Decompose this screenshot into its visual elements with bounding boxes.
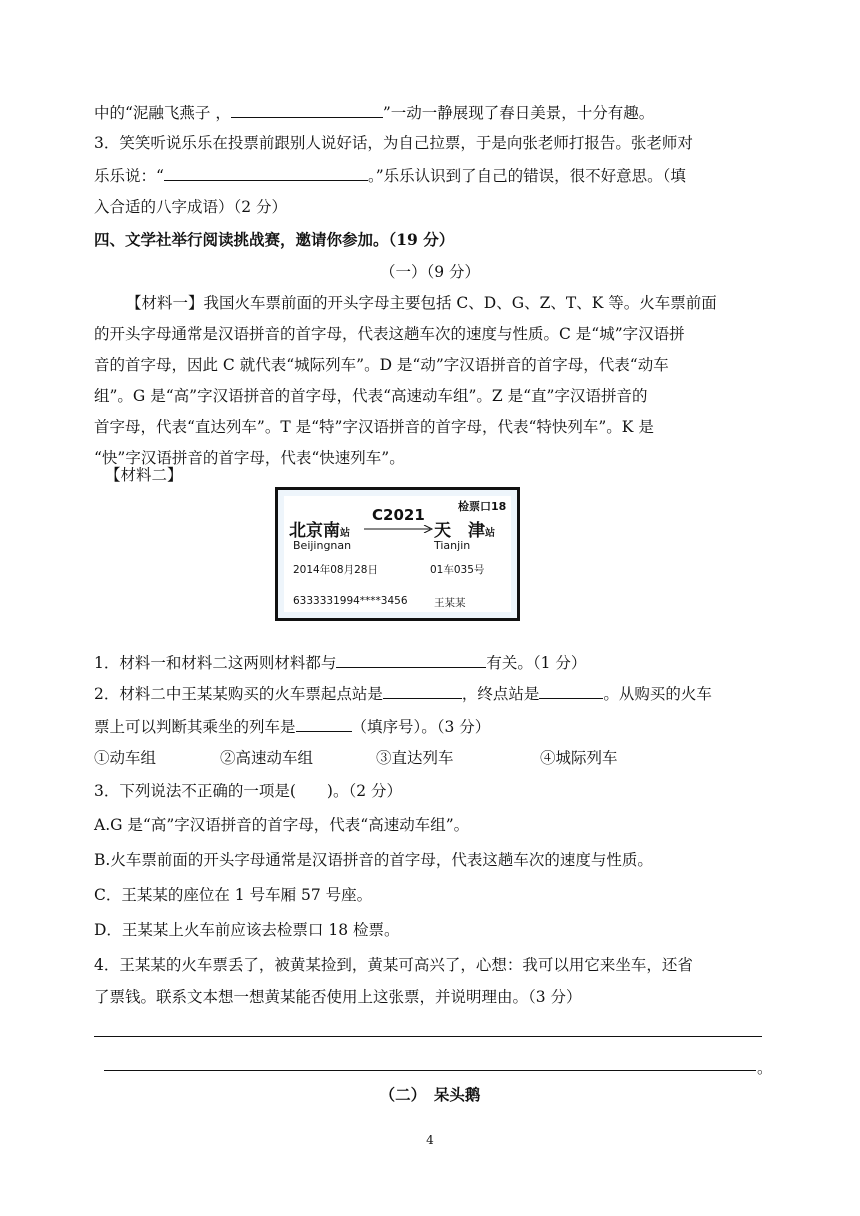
ticket-station-suffix: 站 [485,528,495,539]
q2-option: ③直达列车 [376,749,454,767]
q2-option: ④城际列车 [540,749,618,767]
ticket-gate: 检票口18 [458,500,507,513]
ticket-seat: 01车035号 [430,564,485,576]
q3-choice-c: C．王某某的座位在 1 号车厢 57 号座。 [94,886,373,904]
material1-line: 【材料一】我国火车票前面的开头字母主要包括 C、D、G、Z、T、K 等。火车票前面 [126,294,717,312]
question-1 [94,651,586,674]
answer-end-mark: 。 [757,1059,773,1077]
q1-prefix: 1．材料一和材料二这两则材料都与 [94,654,337,672]
q3b-line2-suffix: 。”乐乐认识到了自己的错误，很不好意思。（填 [367,167,686,185]
question-4-line1: 4．王某某的火车票丢了，被黄某捡到，黄某可高兴了，心想：我可以用它来坐车，还省 [94,956,693,974]
q2-prefix: 2．材料二中王某某购买的火车票起点站是 [94,685,383,703]
ticket-from-pinyin: Beijingnan [293,539,352,552]
q3-choice-a: A.G 是“高”字汉语拼音的首字母，代表“高速动车组”。 [94,816,470,834]
ticket-passenger-name: 王某某 [434,597,466,609]
ticket-date: 2014年08月28日 [293,564,378,576]
ticket-face [284,496,511,612]
material1-line: 首字母，代表“直达列车”。T 是“特”字汉语拼音的首字母，代表“特快列车”。K 是 [94,418,654,436]
q2-line2-suffix: （填序号）。（3 分） [351,718,491,736]
q2-line2-prefix: 票上可以判断其乘坐的列车是 [94,718,296,736]
q2-suffix: 。从购买的火车 [603,685,712,703]
material1-line: “快”字汉语拼音的首字母，代表“快速列车”。 [94,449,405,467]
part2-title: （二） 呆头鹅 [379,1085,481,1104]
q2-type-blank[interactable] [296,715,352,732]
page-number: 4 [426,1133,434,1147]
q3-line1-suffix: ”一动一静展现了春日美景，十分有趣。 [382,104,655,122]
q2-middle: ，终点站是 [461,685,540,703]
q3-line1 [94,101,654,124]
answer-blank[interactable] [231,101,383,118]
ticket-to-pinyin: Tianjin [434,539,471,552]
q2-option: ①动车组 [94,749,157,767]
material1-line: 组”。G 是“高”字汉语拼音的首字母，代表“高速动车组”。Z 是“直”字汉语拼音的 [94,387,648,405]
q3-line1-prefix: 中的“泥融飞燕子 ， [94,104,231,122]
ticket-arrow-icon [364,525,436,533]
section4-title: 四、文学社举行阅读挑战赛，邀请你参加。（19 分） [94,230,455,249]
material1-line: 音的首字母，因此 C 就代表“城际列车”。D 是“动”字汉语拼音的首字母，代表“动车 [94,356,669,374]
q3b-line2 [94,164,686,187]
answer-line[interactable] [94,1036,762,1037]
part1-title: （一）（9 分） [379,263,481,281]
q2-start-blank[interactable] [383,682,462,699]
q1-suffix: 有关。（1 分） [486,654,587,672]
q3b-line2-prefix: 乐乐说：“ [94,167,164,185]
ticket-to-station [434,516,495,541]
ticket-from-station [289,516,350,541]
answer-line[interactable] [104,1070,756,1071]
q3b-line3: 入合适的八字成语）（2 分） [94,198,288,216]
material2-label: 【材料二】 [105,466,183,484]
train-ticket [275,487,520,621]
q3-choice-b: B.火车票前面的开头字母通常是汉语拼音的首字母，代表这趟车次的速度与性质。 [94,851,653,869]
ticket-train-no: C2021 [372,506,425,524]
ticket-id-number: 6333331994****3456 [293,595,408,607]
question-2 [94,682,712,705]
question-3-stem: 3．下列说法不正确的一项是( )。（2 分） [94,782,402,800]
material1-line: 的开头字母通常是汉语拼音的首字母，代表这趟车次的速度与性质。C 是“城”字汉语拼 [94,325,685,343]
idiom-blank[interactable] [164,164,368,181]
q3-choice-d: D．王某某上火车前应该去检票口 18 检票。 [94,921,400,939]
question-2-line2 [94,715,490,738]
q1-blank[interactable] [336,651,486,668]
ticket-from-cn: 北京南 [289,521,340,541]
q2-option: ②高速动车组 [220,749,314,767]
ticket-station-suffix: 站 [340,528,350,539]
q3b-line1: 3．笑笑听说乐乐在投票前跟别人说好话，为自己拉票，于是向张老师打报告。张老师对 [94,134,693,152]
question-4-line2: 了票钱。联系文本想一想黄某能否使用上这张票，并说明理由。（3 分） [94,988,582,1006]
q2-end-blank[interactable] [539,682,603,699]
ticket-to-cn: 天 津 [434,521,485,541]
